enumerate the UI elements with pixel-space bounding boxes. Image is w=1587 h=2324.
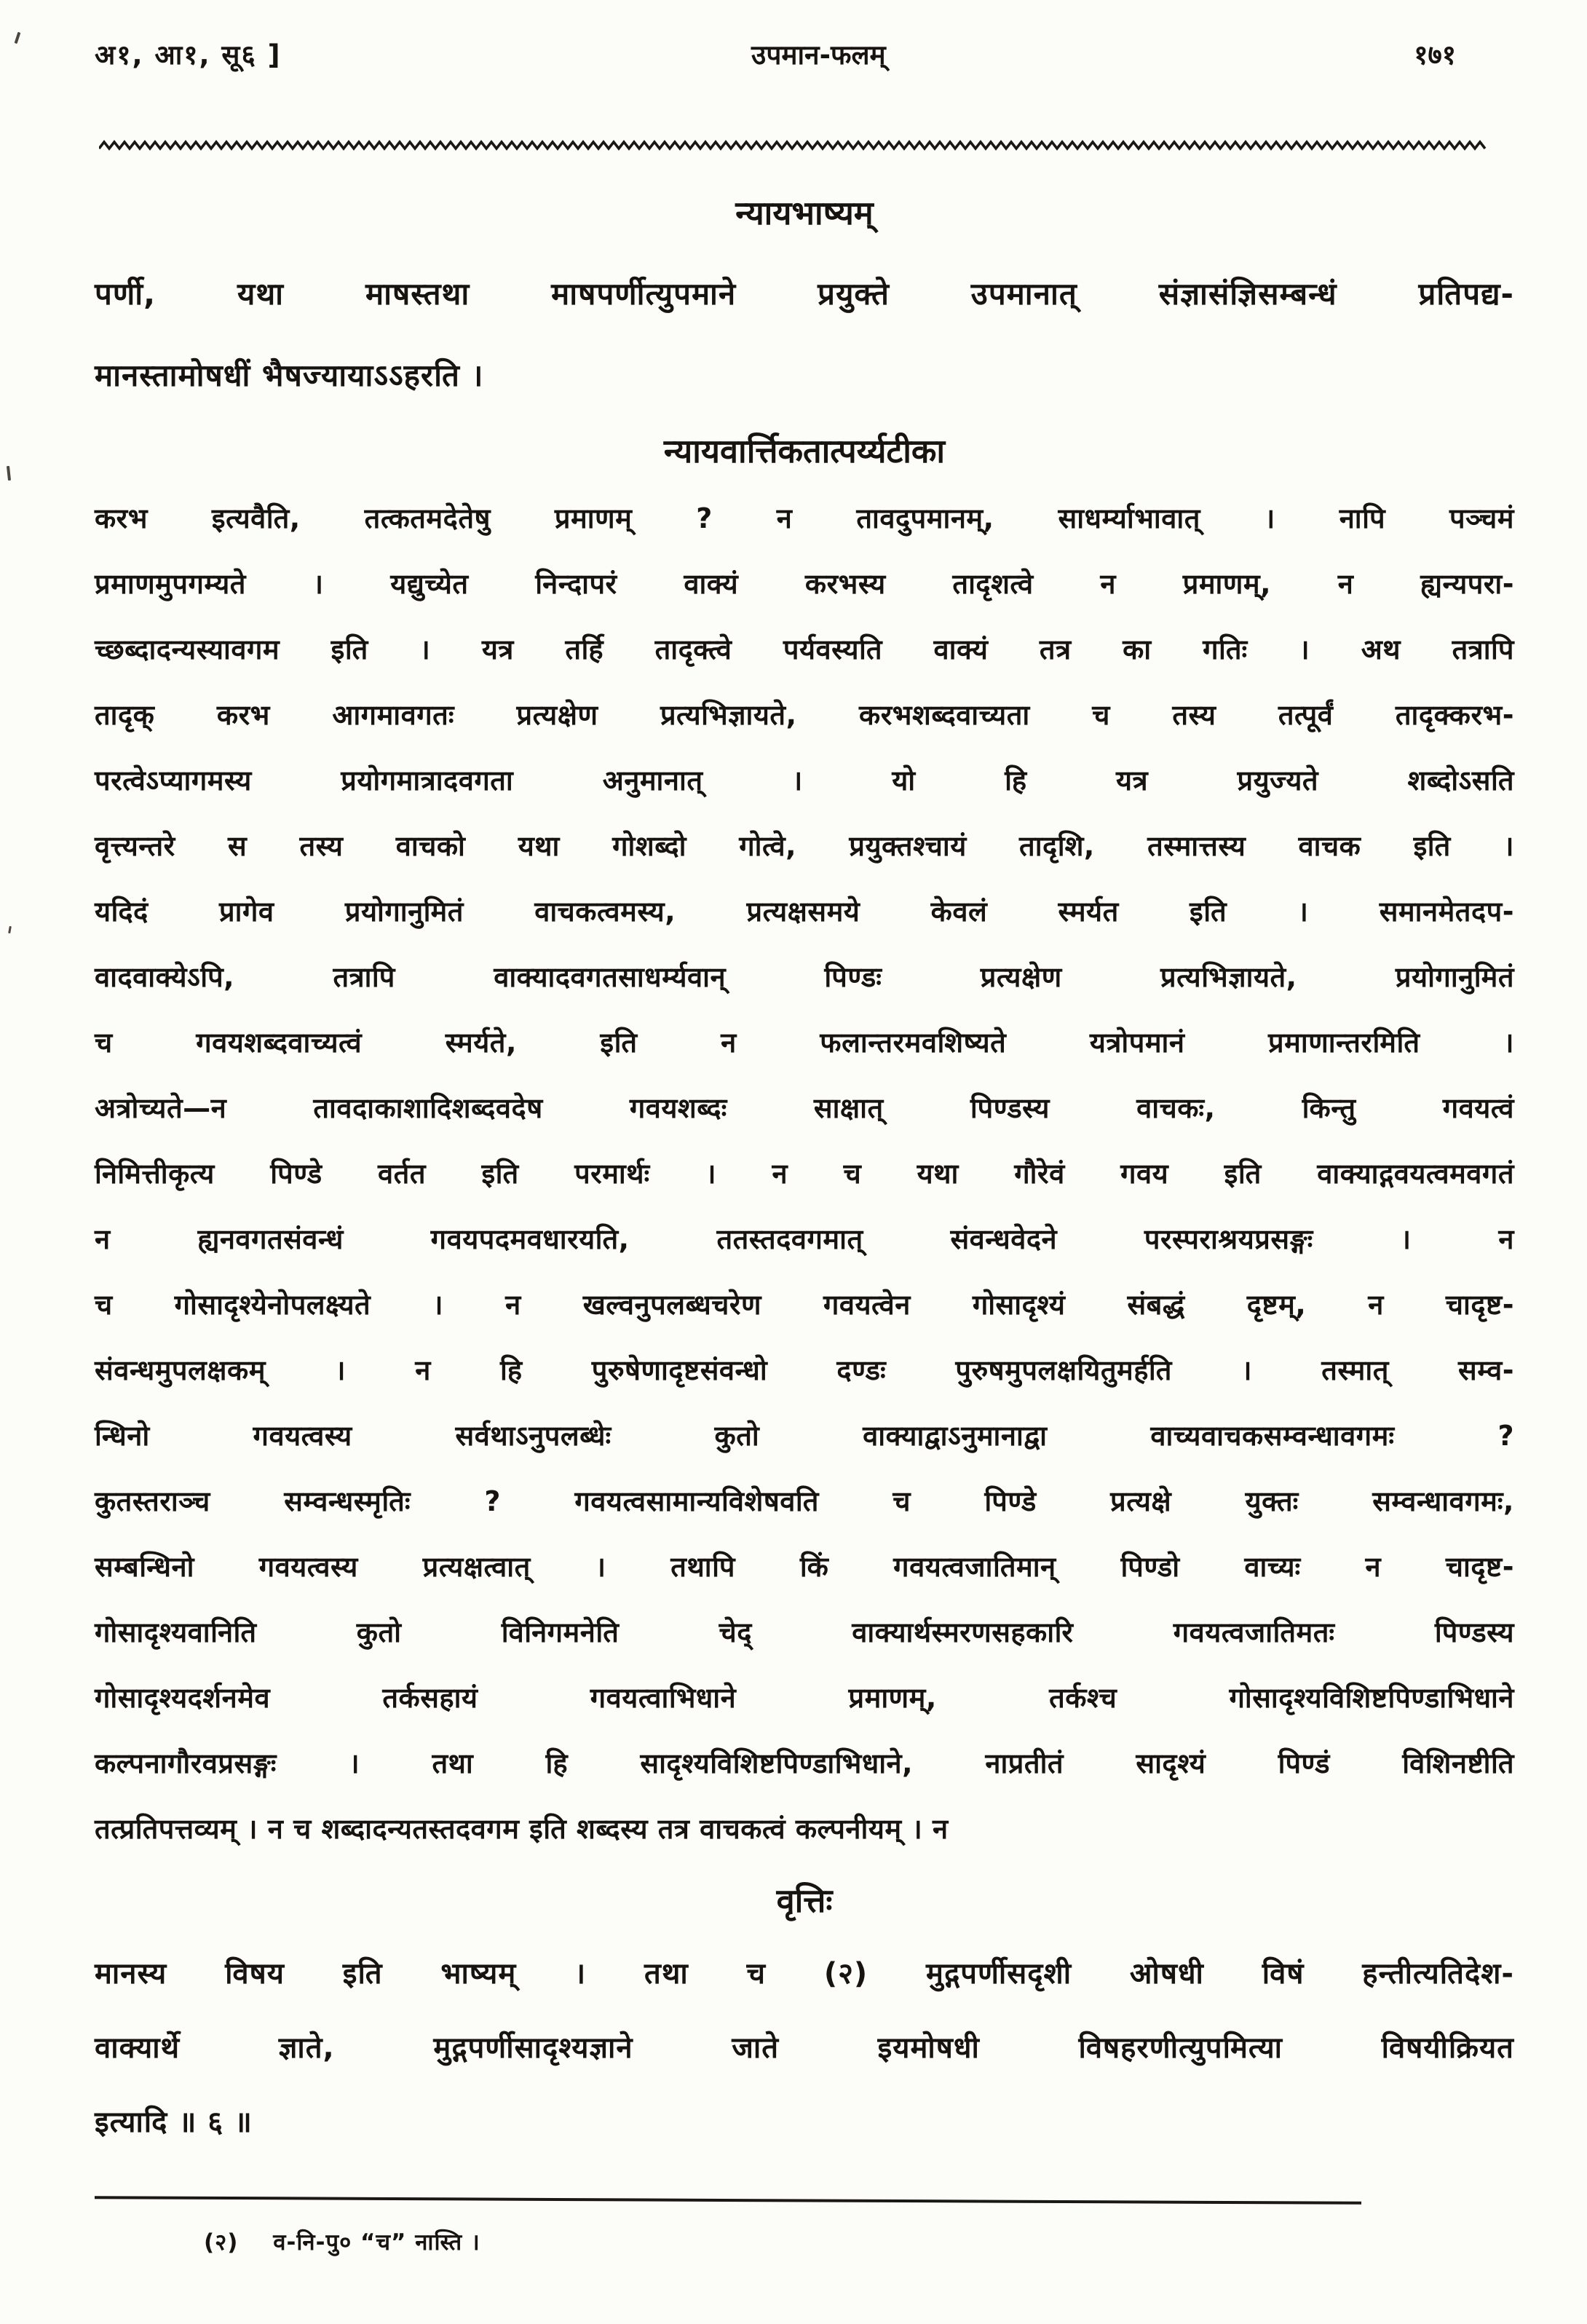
text-line: यदिदं प्रागेव प्रयोगानुमितं वाचकत्वमस्य, प्रत्यक्षसमये केवलं स्मर्यत इति । समानमेतदप- (95, 896, 1514, 928)
text-line: संवन्धमुपलक्षकम् । न हि पुरुषेणादृष्टसंवन्धो दण्डः पुरुषमुपलक्षयितुमर्हति । तस्मात् सम्व- (95, 1354, 1514, 1386)
text-line: न्धिनो गवयत्वस्य सर्वथाऽनुपलब्धेः कुतो वाक्याद्वाऽनुमानाद्वा वाच्यवाचकसम्वन्धावगमः ? (95, 1420, 1514, 1452)
text-line: करभ इत्यवैति, तत्कतमदेतेषु प्रमाणम् ? न तावदुपमानम्, साधर्म्याभावात् । नापि पञ्चमं (95, 502, 1514, 534)
zigzag-divider (99, 139, 1489, 152)
scan-speck (15, 32, 21, 44)
tika-text (95, 486, 1514, 1862)
text-line: वाक्यार्थे ज्ञाते, मुद्गपर्णीसादृश्यज्ञाने जाते इयमोषधी विषहरणीत्युपमित्या विषयीक्रियत (95, 2031, 1514, 2065)
text-line: न ह्यनवगतसंवन्धं गवयपदमवधारयति, ततस्तदवगमात् संवन्धवेदने परस्पराश्रयप्रसङ्गः । न (95, 1223, 1514, 1255)
text-line: परत्वेऽप्यागमस्य प्रयोगमात्रादवगता अनुमानात् । यो हि यत्र प्रयुज्यते शब्दोऽसति (95, 764, 1514, 797)
vritti-text (95, 1937, 1514, 2159)
scan-speck (7, 466, 11, 481)
text-line: प्रमाणमुपगम्यते । यद्युच्येत निन्दापरं वाक्यं करभस्य तादृशत्वे न प्रमाणम्, न ह्यन्यपरा- (95, 568, 1514, 600)
text-line: इत्यादि ॥ ६ ॥ (95, 2106, 253, 2139)
text-line: च गवयशब्दवाच्यत्वं स्मर्यते, इति न फलान्तरमवशिष्यते यत्रोपमानं प्रमाणान्तरमिति । (95, 1027, 1514, 1059)
footnote-divider (95, 2196, 1361, 2205)
text-line: मानस्य विषय इति भाष्यम् । तथा च (२) मुद्गपर्णीसदृशी ओषधी विषं हन्तीत्यतिदेश- (95, 1957, 1514, 1991)
bhashya-heading: न्यायभाष्यम् (735, 194, 874, 232)
scan-speck (8, 926, 12, 933)
footnote-text: व-नि-पु० “च” नास्ति । (273, 2229, 480, 2256)
text-line: तादृक् करभ आगमावगतः प्रत्यक्षेण प्रत्यभिज्ञायते, करभशब्दवाच्यता च तस्य तत्पूर्वं तादृक्करभ- (95, 699, 1514, 731)
text-line: कुतस्तराञ्च सम्वन्धस्मृतिः ? गवयत्वसामान्यविशेषवति च पिण्डे प्रत्यक्षे युक्तः सम्वन्धावगमः, (95, 1485, 1514, 1517)
footnote (95, 2226, 1514, 2257)
page-header (95, 35, 1514, 72)
vritti-heading: वृत्तिः (776, 1881, 833, 1920)
header-running-title: उपमान-फलम् (751, 39, 886, 71)
header-sutra-reference: अ१, आ१, सू६ ] (95, 39, 282, 71)
text-line: वृत्त्यन्तरे स तस्य वाचको यथा गोशब्दो गोत्वे, प्रयुक्तश्चायं तादृशि, तस्मात्तस्य वाचक इति । (95, 830, 1514, 862)
text-line: गोसादृश्यवानिति कुतो विनिगमनेति चेद् वाक्यार्थस्मरणसहकारि गवयत्वजातिमतः पिण्डस्य (95, 1616, 1514, 1648)
text-line: निमित्तीकृत्य पिण्डे वर्तत इति परमार्थः । न च यथा गौरेवं गवय इति वाक्याद्गवयत्वमवगतं (95, 1158, 1514, 1190)
text-line: वादवाक्येऽपि, तत्रापि वाक्यादवगतसाधर्म्यवान् पिण्डः प्रत्यक्षेण प्रत्यभिज्ञायते, प्रयोगानुमितं (95, 961, 1514, 993)
tika-heading: न्यायवार्त्तिकतात्पर्य्यटीका (663, 432, 946, 470)
text-line: अत्रोच्यते—न तावदाकाशादिशब्दवदेष गवयशब्दः साक्षात् पिण्डस्य वाचकः, किन्तु गवयत्वं (95, 1092, 1514, 1124)
text-line: सम्बन्धिनो गवयत्वस्य प्रत्यक्षत्वात् । तथापि किं गवयत्वजातिमान् पिण्डो वाच्यः न चादृष्ट- (95, 1551, 1514, 1583)
text-line: मानस्तामोषधीं भैषज्यायाऽऽहरति । (95, 357, 484, 393)
text-line: कल्पनागौरवप्रसङ्गः । तथा हि सादृश्यविशिष्टपिण्डाभिधाने, नाप्रतीतं सादृश्यं पिण्डं विशिनष्टीति (95, 1747, 1514, 1779)
header-page-number: १७१ (1414, 39, 1456, 71)
text-line: पर्णी, यथा माषस्तथा माषपर्णीत्युपमाने प्रयुक्ते उपमानात् संज्ञासंज्ञिसम्बन्धं प्रतिपद्य- (95, 276, 1514, 312)
text-line: च्छब्दादन्यस्यावगम इति । यत्र तर्हि तादृक्त्वे पर्यवस्यति वाक्यं तत्र का गतिः । अथ तत्रापि (95, 633, 1514, 665)
text-line: गोसादृश्यदर्शनमेव तर्कसहायं गवयत्वाभिधाने प्रमाणम्, तर्कश्च गोसादृश्यविशिष्टपिण्डाभिधाने (95, 1682, 1514, 1714)
bhashya-text (95, 253, 1514, 416)
text-line: तत्प्रतिपत्तव्यम् । न च शब्दादन्यतस्तदवगम इति शब्दस्य तत्र वाचकत्वं कल्पनीयम् । न (95, 1813, 949, 1845)
footnote-marker: (२) (204, 2229, 239, 2256)
text-line: च गोसादृश्येनोपलक्ष्यते । न खल्वनुपलब्धचरेण गवयत्वेन गोसादृश्यं संबद्धं दृष्टम्, न चादृष्ट- (95, 1289, 1514, 1321)
